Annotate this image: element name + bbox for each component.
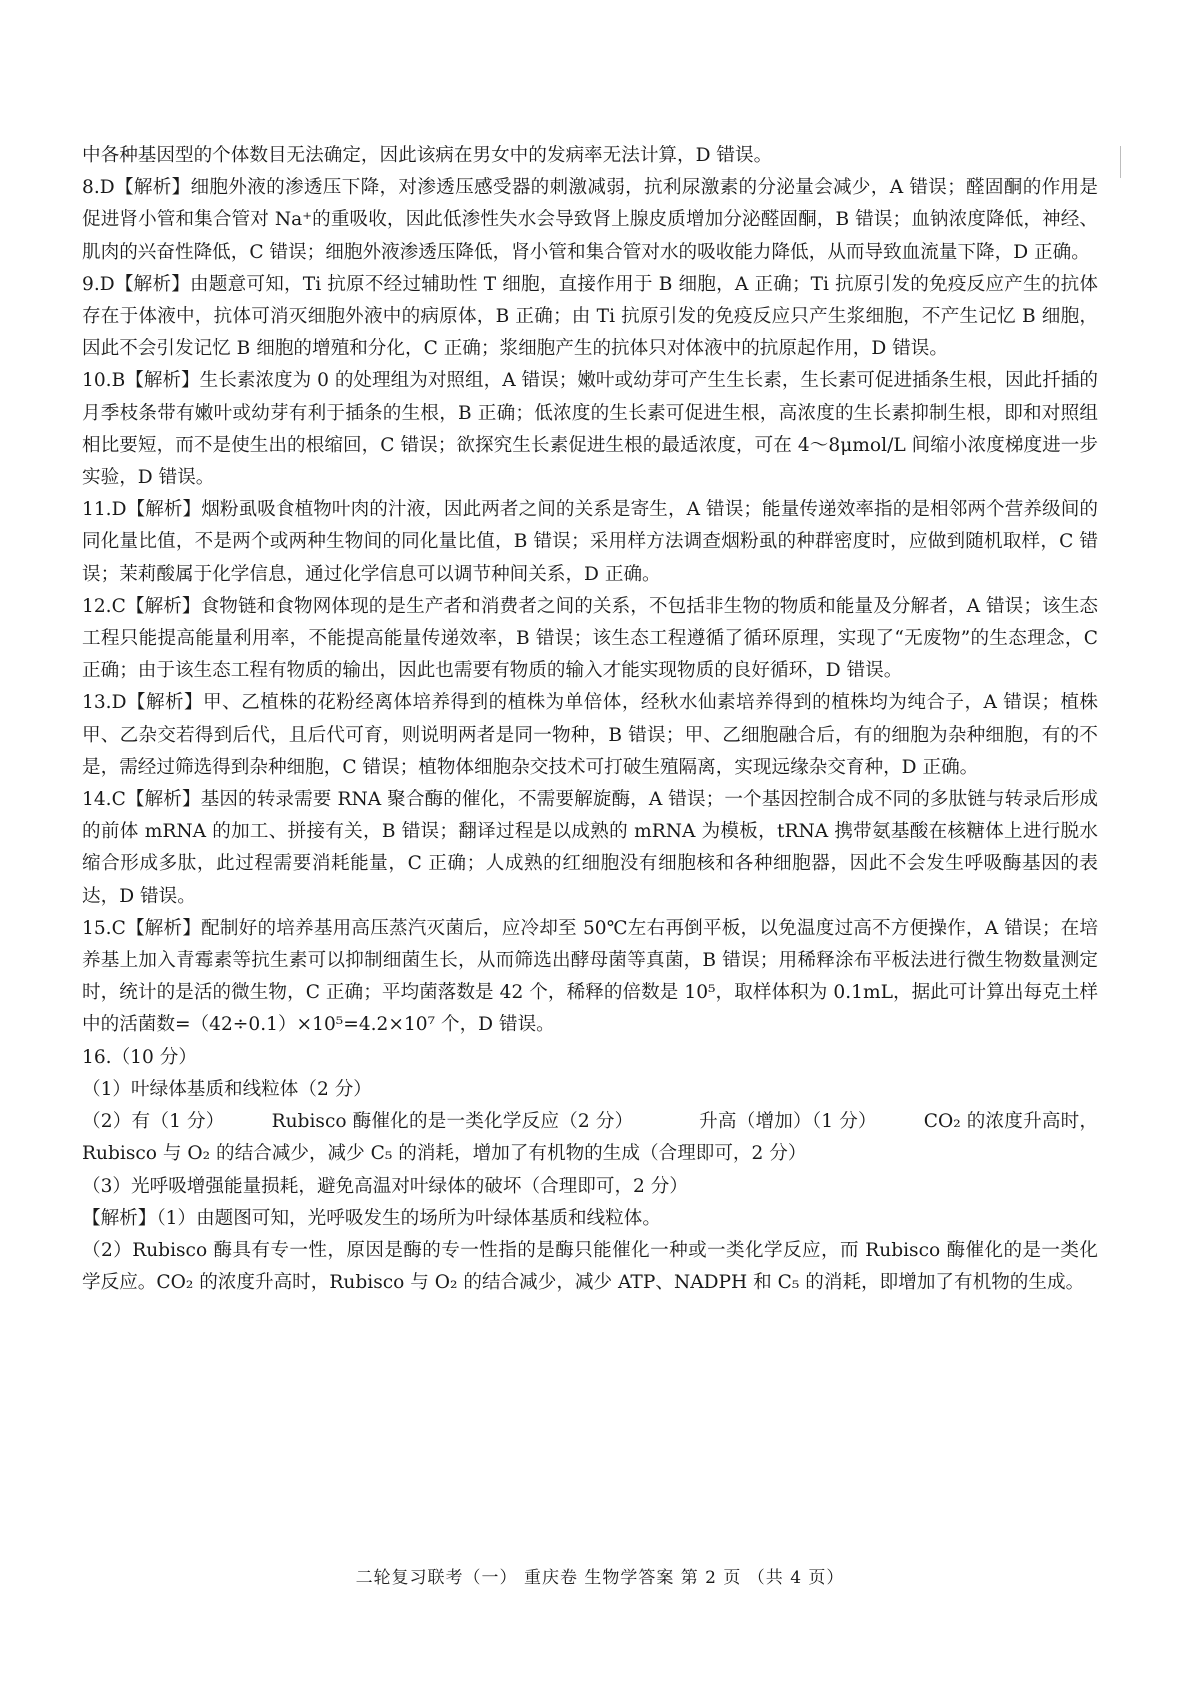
answer-13: 13.D【解析】甲、乙植株的花粉经离体培养得到的植株为单倍体，经秋水仙素培养得到的植株均为纯合子，A 错误；植株甲、乙杂交若得到后代，且后代可育，则说明两者是同一物种，B 错误；甲、乙细胞融合后，有的细胞为杂种细胞，有的不是，需经过筛选得到杂种细胞，C 错误；植物体细胞杂交技术可打破生殖隔离，实现远缘杂交育种，D 正确。 xyxy=(82,692,1098,778)
answer-11: 11.D【解析】烟粉虱吸食植物叶肉的汁液，因此两者之间的关系是寄生，A 错误；能量传递效率指的是相邻两个营养级间的同化量比值，不是两个或两种生物间的同化量比值，B 错误；采用样方法调查烟粉虱的种群密度时，应做到随机取样，C 错误；茉莉酸属于化学信息，通过化学信息可以调节种间关系，D 正确。 xyxy=(82,499,1098,585)
answer-16-part-3: （3）光呼吸增强能量损耗，避免高温对叶绿体的破坏（合理即可，2 分） xyxy=(82,1175,688,1197)
answer-16-analysis-2: （2）Rubisco 酶具有专一性，原因是酶的专一性指的是酶只能催化一种或一类化学反应，而 Rubisco 酶催化的是一类化学反应。CO₂ 的浓度升高时，Rubisco 与 O₂ 的结合减少，减少 ATP、NADPH 和 C₅ 的消耗，即增加了有机物的生成。 xyxy=(82,1239,1098,1294)
page-edge-mark xyxy=(1120,146,1121,178)
answer-8: 8.D【解析】细胞外液的渗透压下降，对渗透压感受器的刺激减弱，抗利尿激素的分泌量会减少，A 错误；醛固酮的作用是促进肾小管和集合管对 Na⁺的重吸收，因此低渗性失水会导致肾上腺皮质增加分泌醛固酮，B 错误；血钠浓度降低，神经、肌肉的兴奋性降低，C 错误；细胞外液渗透压降低，肾小管和集合管对水的吸收能力降低，从而导致血流量下降，D 正确。 xyxy=(82,177,1098,263)
answer-16-part-2: （2）有（1 分） Rubisco 酶催化的是一类化学反应（2 分） 升高（增加）（1 分） CO₂ 的浓度升高时，Rubisco 与 O₂ 的结合减少，减少 C₅ 的消耗，增加了有机物的生成（合理即可，2 分） xyxy=(82,1111,1098,1165)
answer-15: 15.C【解析】配制好的培养基用高压蒸汽灭菌后，应冷却至 50℃左右再倒平板，以免温度过高不方便操作，A 错误；在培养基上加入青霉素等抗生素可以抑制细菌生长，从而筛选出酵母菌等真菌，B 错误；用稀释涂布平板法进行微生物数量测定时，统计的是活的微生物，C 正确；平均菌落数是 42 个，稀释的倍数是 10⁵，取样体积为 0.1mL，据此可计算出每克土样中的活菌数=（42÷0.1）×10⁵=4.2×10⁷ 个，D 错误。 xyxy=(82,917,1098,1036)
answer-10: 10.B【解析】生长素浓度为 0 的处理组为对照组，A 错误；嫩叶或幼芽可产生生长素，生长素可促进插条生根，因此扦插的月季枝条带有嫩叶或幼芽有利于插条的生根，B 正确；低浓度的生长素可促进生根，高浓度的生长素抑制生根，即和对照组相比要短，而不是使生出的根缩回，C 错误；欲探究生长素促进生根的最适浓度，可在 4～8μmol/L 间缩小浓度梯度进一步实验，D 错误。 xyxy=(82,370,1098,489)
answer-16-part-1: （1）叶绿体基质和线粒体（2 分） xyxy=(82,1078,372,1100)
answer-9: 9.D【解析】由题意可知，Ti 抗原不经过辅助性 T 细胞，直接作用于 B 细胞，A 正确；Ti 抗原引发的免疫反应产生的抗体存在于体液中，抗体可消灭细胞外液中的病原体，B 正确；由 Ti 抗原引发的免疫反应只产生浆细胞，不产生记忆 B 细胞，因此不会引发记忆 B 细胞的增殖和分化，C 正确；浆细胞产生的抗体只对体液中的抗原起作用，D 错误。 xyxy=(82,273,1098,360)
answer-12: 12.C【解析】食物链和食物网体现的是生产者和消费者之间的关系，不包括非生物的物质和能量及分解者，A 错误；该生态工程只能提高能量利用率，不能提高能量传递效率，B 错误；该生态工程遵循了循环原理，实现了“无废物”的生态理念，C 正确；由于该生态工程有物质的输出，因此也需要有物质的输入才能实现物质的良好循环，D 错误。 xyxy=(82,595,1098,682)
paragraph-continuation: 中各种基因型的个体数目无法确定，因此该病在男女中的发病率无法计算，D 错误。 xyxy=(82,145,773,166)
answer-14: 14.C【解析】基因的转录需要 RNA 聚合酶的催化，不需要解旋酶，A 错误；一个基因控制合成不同的多肽链与转录后形成的前体 mRNA 的加工、拼接有关，B 错误；翻译过程是以成熟的 mRNA 为模板，tRNA 携带氨基酸在核糖体上进行脱水缩合形成多肽，此过程需要消耗能量，C 正确；人成熟的红细胞没有细胞核和各种细胞器，因此不会发生呼吸酶基因的表达，D 错误。 xyxy=(82,789,1098,907)
answer-content xyxy=(82,140,1098,1299)
page-footer: 二轮复习联考（一） 重庆卷 生物学答案 第 2 页 （共 4 页） xyxy=(355,1568,845,1588)
answer-16-analysis-1: 【解析】（1）由题图可知，光呼吸发生的场所为叶绿体基质和线粒体。 xyxy=(82,1207,661,1229)
answer-16-heading: 16.（10 分） xyxy=(82,1046,197,1068)
